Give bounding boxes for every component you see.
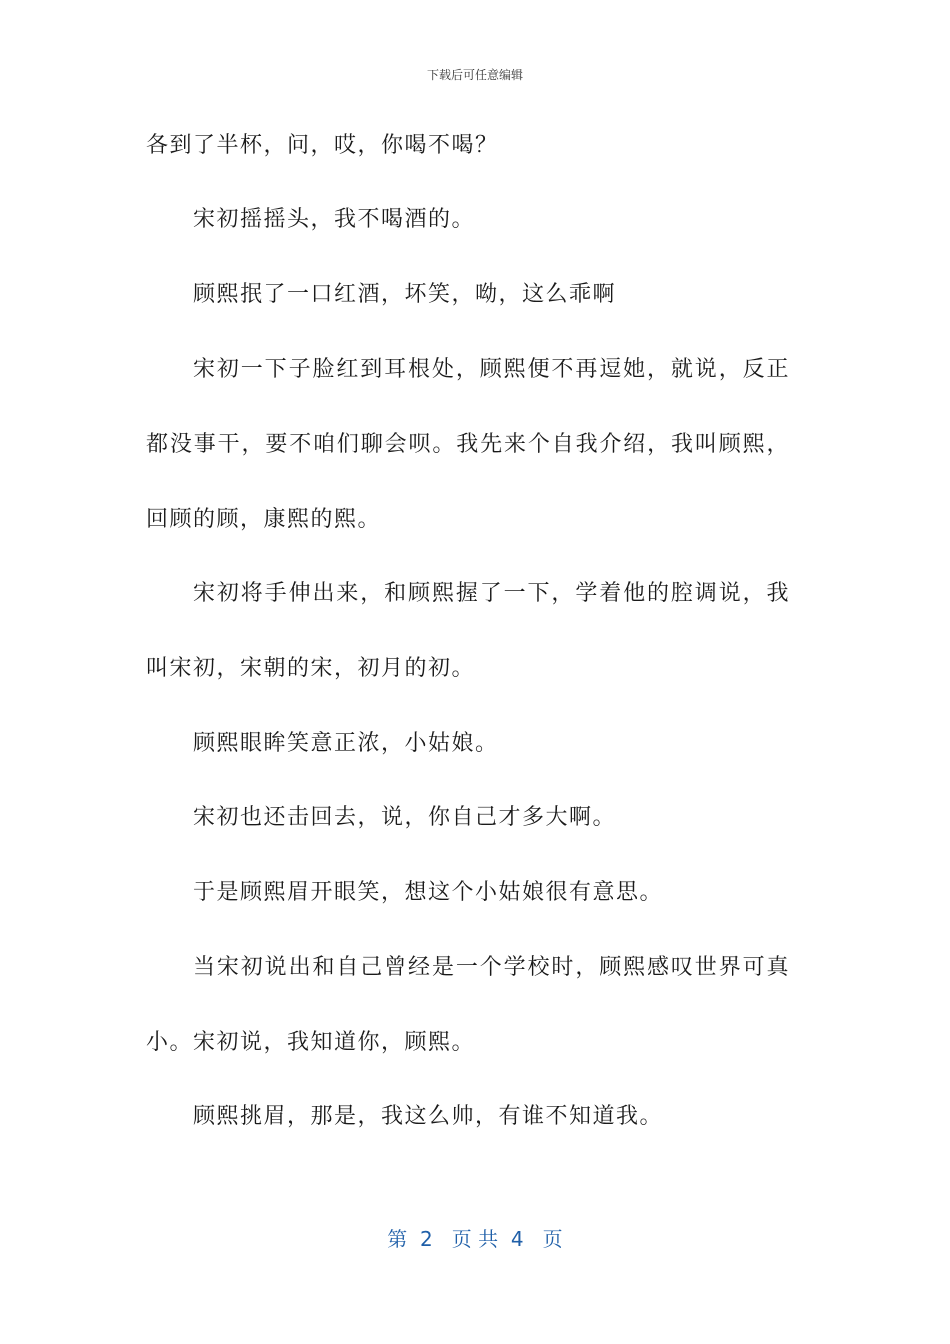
text-line: 叫宋初，宋朝的宋，初月的初。: [146, 656, 476, 681]
page-header: 下载后可任意编辑: [426, 68, 523, 82]
text-line: 顾熙挑眉，那是，我这么帅，有谁不知道我。: [193, 1104, 664, 1129]
text-line: 宋初摇摇头，我不喝酒的。: [193, 207, 476, 232]
text-line: 顾熙眼眸笑意正浓，小姑娘。: [193, 731, 499, 756]
text-line: 都没事干，要不咱们聊会呗。我先来个自我介绍，我叫顾熙，: [146, 432, 790, 457]
text-line: 顾熙抿了一口红酒，坏笑，呦，这么乖啊: [193, 282, 617, 307]
text-line: 宋初将手伸出来，和顾熙握了一下，学着他的腔调说，我: [193, 581, 790, 606]
text-line: 宋初一下子脸红到耳根处，顾熙便不再逗她，就说，反正: [193, 357, 790, 382]
text-line: 小。宋初说，我知道你，顾熙。: [146, 1030, 476, 1055]
text-line: 于是顾熙眉开眼笑，想这个小姑娘很有意思。: [193, 880, 664, 905]
text-line: 当宋初说出和自己曾经是一个学校时，顾熙感叹世界可真: [193, 955, 790, 980]
page-number: 第 2 页 共 4 页: [387, 1227, 563, 1251]
text-line: 回顾的顾，康熙的熙。: [146, 507, 382, 532]
text-line: 各到了半杯，问，哎，你喝不喝？: [146, 133, 499, 158]
text-line: 宋初也还击回去，说，你自己才多大啊。: [193, 805, 617, 830]
